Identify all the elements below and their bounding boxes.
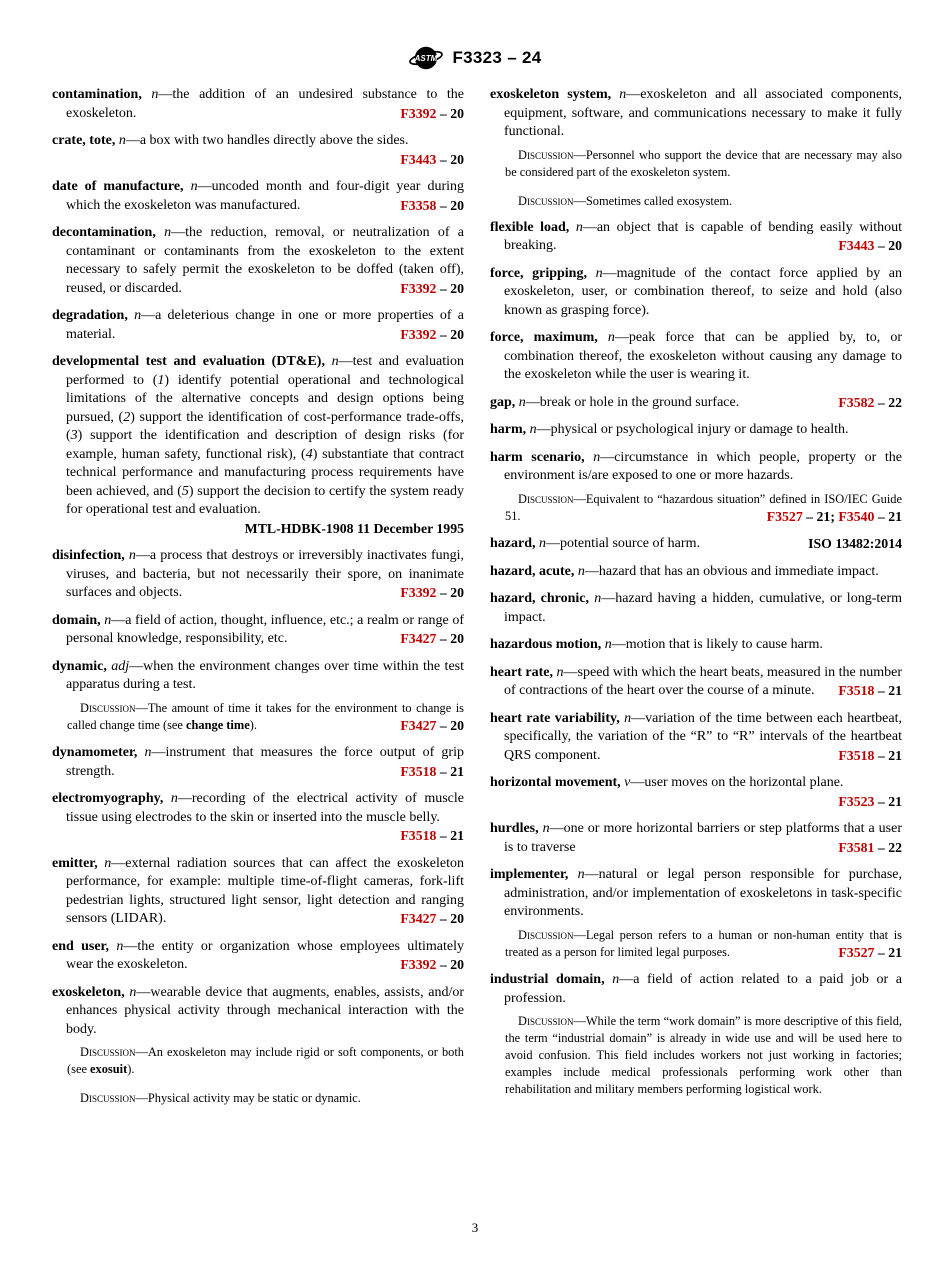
reference-designation: F3443 – 20 <box>838 238 902 253</box>
reference-designation: F3392 – 20 <box>400 105 464 121</box>
definition-text: force, gripping, n—magnitude of the contact force applied by an exoskeleton, user, or combination thereof, to seize and hold (also known as grasping force). <box>490 265 902 318</box>
definition-entry <box>52 178 464 215</box>
term: harm scenario, <box>490 449 585 465</box>
definition-entry <box>52 938 464 975</box>
definition-text: dynamometer, n—instrument that measures the force output of grip strength. F3518 – 21 <box>52 744 464 781</box>
part-of-speech: n <box>529 422 537 437</box>
reference-designation: F3392 – 20 <box>400 326 464 342</box>
reference-designation: F3427 – 20 <box>400 717 464 733</box>
part-of-speech: n <box>118 133 126 148</box>
term: hazard, chronic, <box>490 591 590 606</box>
definition-entry <box>490 563 902 582</box>
reference-designation: F3527 – 21 <box>838 944 902 960</box>
definition-entry <box>52 224 464 298</box>
definition-text: hazard, n—potential source of harm. ISO 13482:2014 <box>490 535 902 554</box>
page-footer <box>0 1220 950 1236</box>
reference-designation: F3518 – 21 <box>400 828 464 843</box>
definition-text: degradation, n—a deleterious change in one or more properties of a material. F3392 – 20 <box>52 307 464 344</box>
reference-designation: F3518 – 21 <box>838 747 902 763</box>
term: horizontal movement, <box>490 775 621 790</box>
page-header <box>0 0 950 72</box>
definition-entry <box>52 132 464 169</box>
term: contamination, <box>52 87 142 102</box>
discussion-note: Discussion—While the term “work domain” is more descriptive of this field, the term “industrial domain” is already in wide use and will be used here to avoid confusion. This field includes workers not just working in factories; examples include medical professionals performing work other than rehabilitation and military members performing logistical work. <box>505 1014 902 1096</box>
definition-entry <box>490 535 902 554</box>
definition-text: emitter, n—external radiation sources that can affect the exoskeleton performance, for example: multiple time-of-flight cameras, fork-lift pedestrian lights, structured light sensor, light detection and ranging sensors (LIDAR). F3427 – 20 <box>52 855 464 929</box>
reference-designation: F3427 – 20 <box>400 911 464 926</box>
reference-designation: F3582 – 22 <box>838 394 902 410</box>
definition-entry <box>490 774 902 811</box>
reference-designation: F3392 – 20 <box>400 585 464 600</box>
term: heart rate, <box>490 664 553 680</box>
part-of-speech: n <box>144 745 152 760</box>
part-of-speech: n <box>595 265 603 281</box>
part-of-speech: n <box>190 179 198 194</box>
reference-designation: F3392 – 20 <box>400 280 464 296</box>
part-of-speech: n <box>331 354 339 369</box>
discussion-note: Discussion—Physical activity may be static or dynamic. <box>80 1091 361 1105</box>
term: end user, <box>52 938 109 954</box>
definition-text: dynamic, adj—when the environment changes over time within the test apparatus during a test. <box>52 658 464 692</box>
term: dynamometer, <box>52 745 138 760</box>
part-of-speech: n <box>577 563 585 579</box>
term: force, maximum, <box>490 330 598 345</box>
part-of-speech: n <box>577 867 585 882</box>
term: exoskeleton system, <box>490 87 612 102</box>
part-of-speech: n <box>170 791 178 806</box>
right-column <box>490 86 902 1116</box>
discussion-label: Discussion <box>80 1091 136 1105</box>
part-of-speech: n <box>612 972 620 987</box>
term: electromyography, <box>52 791 164 806</box>
svg-text:ASTM: ASTM <box>415 54 438 64</box>
definition-entry <box>490 866 902 962</box>
part-of-speech: n <box>593 449 601 465</box>
definition-entry <box>490 820 902 857</box>
term: industrial domain, <box>490 972 605 987</box>
term: flexible load, <box>490 219 570 235</box>
definition-text: crate, tote, n—a box with two handles directly above the sides. F3443 – 20 <box>52 132 464 169</box>
part-of-speech: n <box>129 984 137 1000</box>
part-of-speech: n <box>542 821 550 836</box>
definition-text: decontamination, n—the reduction, removal, or neutralization of a contaminant or contaminants from the exoskeleton to the extent necessary to safely permit the exoskeleton to be doffed (taken off), reused, or discarded. F3392 – 20 <box>52 224 464 298</box>
definition-entry <box>52 547 464 603</box>
definition-text: force, maximum, n—peak force that can be applied by, to, or combination thereof, the exoskeleton without causing any damage to the exoskeleton while the user is wearing it. <box>490 330 902 382</box>
definition-entry <box>52 744 464 781</box>
part-of-speech: n <box>151 87 159 102</box>
part-of-speech: v <box>624 775 631 790</box>
definition-text: exoskeleton system, n—exoskeleton and all associated components, equipment, software, and communications necessary to make it fully functional. <box>490 87 902 139</box>
definition-text: harm, n—physical or psychological injury or damage to health. <box>490 422 849 437</box>
definition-entry <box>52 612 464 649</box>
definition-text: implementer, n—natural or legal person responsible for purchase, administration, and/or implementation of exoskeletons in task-specific environments. <box>490 867 902 919</box>
discussion-label: Discussion <box>518 491 574 506</box>
discussion-note: Discussion—Sometimes called exosystem. <box>518 193 733 208</box>
discussion-note: Discussion—The amount of time it takes for the environment to change is called change time (see change time). F3427 – 20 <box>67 700 464 736</box>
part-of-speech: n <box>604 637 612 652</box>
part-of-speech: n <box>594 591 602 606</box>
definition-text: industrial domain, n—a field of action related to a paid job or a profession. <box>490 972 902 1006</box>
definition-entry <box>490 449 902 527</box>
discussion-label: Discussion <box>518 1014 574 1028</box>
reference-designation: F3427 – 20 <box>400 631 464 646</box>
two-column-body <box>0 72 950 1116</box>
definition-text: horizontal movement, v—user moves on the horizontal plane. F3523 – 21 <box>490 774 902 811</box>
definition-text: hazard, acute, n—hazard that has an obvious and immediate impact. <box>490 563 879 579</box>
left-column <box>52 86 464 1116</box>
term: decontamination, <box>52 225 156 240</box>
term: gap, <box>490 394 516 410</box>
definition-entry <box>52 86 464 123</box>
definition-entry <box>490 664 902 701</box>
part-of-speech: n <box>104 855 112 871</box>
term: date of manufacture, <box>52 179 184 194</box>
page-number: 3 <box>471 1220 479 1235</box>
definition-text: developmental test and evaluation (DT&E), n—test and evaluation performed to (1) identify potential operational and technological limitations of the alternative concepts and design options being pursued, (2) support the identification of cost-performance trade-offs, (3) support the identification and description of design risks (for example, human safety, functional risk), (4) substantiate that contract technical performance and manufacturing process requirements have been achieved, and (5) support the decision to certify the system ready for operational test and evaluation. MTL-HDBK-1908 11 December 1995 <box>52 353 464 538</box>
definition-entry <box>52 307 464 344</box>
term: heart rate variability, <box>490 710 620 726</box>
discussion-label: Discussion <box>518 927 574 942</box>
term: implementer, <box>490 867 569 882</box>
term: emitter, <box>52 855 98 871</box>
part-of-speech: n <box>116 938 124 954</box>
definition-entry <box>490 394 902 413</box>
definition-text: exoskeleton, n—wearable device that augments, enables, assists, and/or enhances physical activity through mechanical interaction with the body. <box>52 984 464 1037</box>
part-of-speech: n <box>104 612 112 628</box>
term: force, gripping, <box>490 265 587 281</box>
definition-text: hazard, chronic, n—hazard having a hidden, cumulative, or long-term impact. <box>490 591 902 625</box>
reference-designation: F3527 – 21; F3540 – 21 <box>766 508 902 524</box>
definition-text: electromyography, n—recording of the electrical activity of muscle tissue using electrodes to the skin or inserted into the muscle belly. F3518 – 21 <box>52 790 464 846</box>
definition-text: disinfection, n—a process that destroys or irreversibly inactivates fungi, viruses, and bacteria, but not necessarily their spore, on inanimate surfaces and objects. F3392 – 20 <box>52 547 464 603</box>
definition-text: heart rate variability, n—variation of the time between each heartbeat, specifically, the variation of the “R” to “R” intervals of the heartbeat QRS component. F3518 – 21 <box>490 710 902 766</box>
discussion-note: Discussion—Legal person refers to a human or non-human entity that is treated as a person for limited legal purposes. F3527 – 21 <box>505 927 902 963</box>
discussion-label: Discussion <box>80 1045 136 1059</box>
term: hazardous motion, <box>490 637 602 652</box>
definition-text: contamination, n—the addition of an undesired substance to the exoskeleton. F3392 – 20 <box>52 86 464 123</box>
term: domain, <box>52 612 101 628</box>
reference-designation: F3518 – 21 <box>400 763 464 779</box>
reference-designation: ISO 13482:2014 <box>808 536 902 551</box>
part-of-speech: n <box>575 219 583 235</box>
definition-entry <box>52 855 464 929</box>
definition-text: hurdles, n—one or more horizontal barriers or step platforms that a user is to traverse F3581 – 22 <box>490 820 902 857</box>
part-of-speech: n <box>518 394 526 410</box>
definition-entry <box>490 329 902 385</box>
reference-designation: F3523 – 21 <box>838 793 902 809</box>
definition-entry <box>52 984 464 1108</box>
definition-entry <box>490 421 902 440</box>
term: hurdles, <box>490 821 539 836</box>
definition-entry <box>490 636 902 655</box>
reference-designation: F3358 – 20 <box>400 197 464 213</box>
term: developmental test and evaluation (DT&E), <box>52 354 325 369</box>
astm-logo-icon <box>408 44 444 72</box>
term: hazard, acute, <box>490 563 575 579</box>
discussion-label: Discussion <box>80 700 136 715</box>
definition-text: heart rate, n—speed with which the heart beats, measured in the number of contractions of the heart over the course of a minute. F3518 – 21 <box>490 664 902 701</box>
discussion-note: Discussion—Equivalent to “hazardous situation” defined in ISO/IEC Guide 51. F3527 – 21; F3540 – 21 <box>505 491 902 527</box>
term: disinfection, <box>52 548 125 563</box>
definition-text: end user, n—the entity or organization whose employees ultimately wear the exoskeleton. F3392 – 20 <box>52 938 464 975</box>
definition-text: domain, n—a field of action, thought, influence, etc.; a realm or range of personal knowledge, responsibility, etc. F3427 – 20 <box>52 612 464 649</box>
discussion-label: Discussion <box>518 193 574 208</box>
part-of-speech: n <box>134 308 142 323</box>
term: dynamic, <box>52 658 107 674</box>
definition-text: hazardous motion, n—motion that is likely to cause harm. <box>490 637 823 652</box>
definition-entry <box>52 353 464 538</box>
definition-entry <box>490 265 902 321</box>
part-of-speech: n <box>624 710 632 726</box>
definition-text: flexible load, n—an object that is capable of bending easily without breaking. F3443 – 20 <box>490 219 902 256</box>
reference-designation: F3581 – 22 <box>838 839 902 855</box>
reference-designation: F3443 – 20 <box>400 151 464 167</box>
reference-designation: MTL-HDBK-1908 11 December 1995 <box>244 520 464 536</box>
definition-entry <box>490 710 902 766</box>
definition-entry <box>490 590 902 627</box>
reference-designation: F3518 – 21 <box>838 683 902 698</box>
term: crate, tote, <box>52 133 116 148</box>
term: hazard, <box>490 536 536 551</box>
definition-entry <box>52 790 464 846</box>
term: exoskeleton, <box>52 984 125 1000</box>
discussion-note: Discussion—An exoskeleton may include rigid or soft components, or both (see exosuit). <box>67 1045 464 1076</box>
discussion-note: Discussion—Personnel who support the device that are necessary may also be considered part of the exoskeleton system. <box>505 147 902 179</box>
definition-entry <box>490 971 902 1098</box>
term: degradation, <box>52 308 128 323</box>
part-of-speech: n <box>128 548 136 563</box>
standard-designation: F3323 – 24 <box>452 48 542 67</box>
definition-entry <box>490 86 902 210</box>
definition-text: date of manufacture, n—uncoded month and four-digit year during which the exoskeleton was manufactured. F3358 – 20 <box>52 178 464 215</box>
part-of-speech: n <box>619 87 627 102</box>
part-of-speech: n <box>164 225 172 240</box>
part-of-speech: n <box>539 536 546 551</box>
term: harm, <box>490 422 527 437</box>
definition-entry <box>52 658 464 736</box>
definition-text: gap, n—break or hole in the ground surface. F3582 – 22 <box>490 394 902 413</box>
reference-designation: F3392 – 20 <box>400 957 464 972</box>
definition-text: harm scenario, n—circumstance in which people, property or the environment is/are exposed to one or more hazards. <box>490 449 902 483</box>
discussion-label: Discussion <box>518 147 574 162</box>
part-of-speech: n <box>607 330 615 345</box>
part-of-speech: adj <box>111 658 130 674</box>
part-of-speech: n <box>556 664 564 680</box>
definition-entry <box>490 219 902 256</box>
